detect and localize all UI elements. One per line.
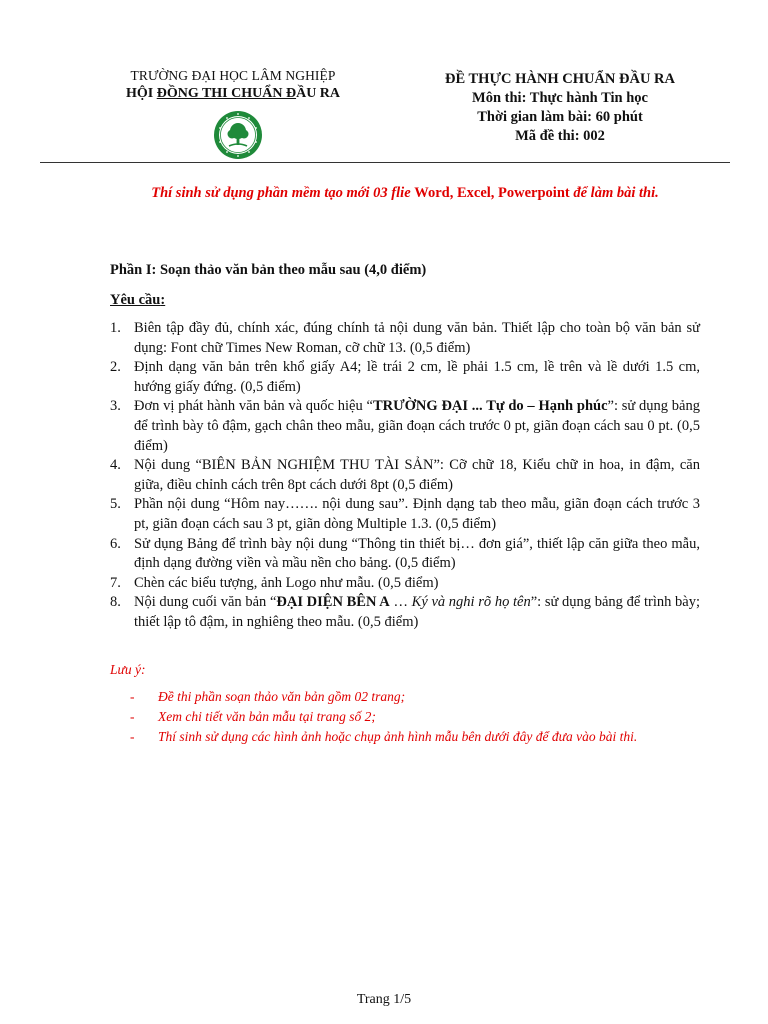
university-seal-icon	[213, 110, 263, 160]
note-label: Lưu ý:	[110, 662, 146, 677]
notes-list	[130, 688, 722, 748]
section-title: Phần I: Soạn thảo văn bản theo mẫu sau (4,0 điểm)	[110, 262, 427, 278]
header-divider	[40, 162, 730, 163]
exam-instruction: Thí sinh sử dụng phần mềm tạo mới 03 flie Word, Excel, Powerpoint để làm bài thi.	[151, 185, 659, 201]
list-item: 6. Sử dụng Bảng để trình bày nội dung “Thông tin thiết bị… đơn giá”, thiết lập căn giữa theo mẫu, định dạng đường viền và mầu nền cho bảng. (0,5 điểm)	[110, 535, 700, 572]
exam-code: Mã đề thi: 002	[515, 128, 605, 144]
list-item: 4. Nội dung “BIÊN BẢN NGHIỆM THU TÀI SẢN”: Cỡ chữ 18, Kiểu chữ in hoa, in đậm, căn giữa, điều chỉnh cách trên 8pt cách dưới 8pt (0,5 điểm)	[110, 457, 700, 493]
exam-subject: Môn thi: Thực hành Tin học	[472, 90, 648, 106]
list-item: - Thí sinh sử dụng các hình ảnh hoặc chụp ảnh hình mẫu bên dưới đây để đưa vào bài thi.	[130, 729, 638, 744]
council-name: HỘI ĐỒNG THI CHUẨN ĐẦU RA	[125, 86, 341, 101]
page-number: Trang 1/5	[356, 992, 412, 1007]
exam-info-block	[418, 70, 702, 146]
list-item: 2. Định dạng văn bản trên khổ giấy A4; lề trái 2 cm, lề phải 1.5 cm, lề trên và lề dưới 1.5 cm, hướng giấy đứng. (0,5 điểm)	[110, 359, 700, 395]
university-name: TRƯỜNG ĐẠI HỌC LÂM NGHIỆP	[130, 68, 336, 83]
list-item: 7. Chèn các biểu tượng, ảnh Logo như mẫu. (0,5 điểm)	[110, 574, 439, 591]
list-item: - Đề thi phần soạn thảo văn bản gồm 02 trang;	[130, 689, 406, 704]
list-item: 1. Biên tập đầy đủ, chính xác, đúng chính tả nội dung văn bản. Thiết lập cho toàn bộ văn bản sử dụng: Font chữ Times New Roman, cỡ chữ 13. (0,5 điểm)	[110, 320, 700, 356]
list-item: 3. Đơn vị phát hành văn bản và quốc hiệu “TRƯỜNG ĐẠI ... Tự do – Hạnh phúc”: sử dụng bảng để trình bày tô đậm, gạch chân theo mẫu, giãn đoạn cách trước 0 pt, giãn đoạn cách sau 0 pt. (0,5 điểm)	[110, 398, 700, 454]
requirements-heading: Yêu cầu:	[110, 292, 166, 308]
requirements-list	[110, 319, 700, 633]
exam-title: ĐỀ THỰC HÀNH CHUẨN ĐẦU RA	[445, 71, 675, 87]
list-item: - Xem chi tiết văn bản mẫu tại trang số 2;	[130, 709, 376, 724]
issuer-block	[118, 68, 348, 102]
exam-duration: Thời gian làm bài: 60 phút	[477, 109, 643, 125]
list-item: 5. Phần nội dung “Hôm nay……. nội dung sau”. Định dạng tab theo mẫu, giãn đoạn cách trước 3 pt, giãn đoạn cách sau 3 pt, giãn dòng Multiple 1.3. (0,5 điểm)	[110, 496, 700, 532]
list-item: 8. Nội dung cuối văn bản “ĐẠI DIỆN BÊN A … Ký và nghi rõ họ tên”: sử dụng bảng để trình bày; thiết lập tô đậm, in nghiêng theo mẫu. (0,5 điểm)	[110, 594, 700, 630]
